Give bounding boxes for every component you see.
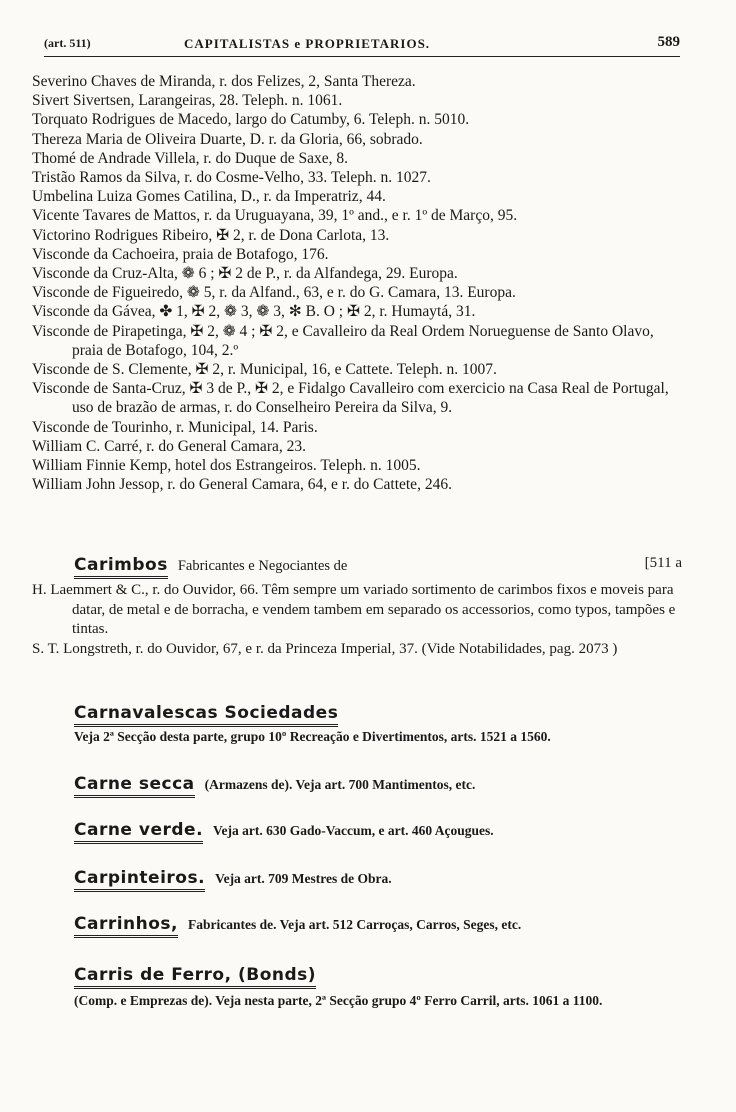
list-item: Thomé de Andrade Villela, r. do Duque de Saxe, 8.	[32, 149, 349, 167]
section-carrinhos	[32, 914, 682, 934]
list-item: Visconde de Pirapetinga, ✠ 2, ❁ 4 ; ✠ 2, e Cavalleiro da Real Ordem Norueguense de Santo Olavo, praia de Botafogo, 104, 2.º	[32, 322, 654, 359]
list-item: Torquato Rodrigues de Macedo, largo do Catumby, 6. Teleph. n. 5010.	[32, 111, 470, 129]
section-title: Carpinteiros.	[32, 868, 205, 888]
section-title: Carris de Ferro, (Bonds)	[32, 965, 316, 985]
page-number: 589	[657, 34, 680, 50]
section-carimbos	[32, 555, 682, 659]
list-item: Visconde de Santa-Cruz, ✠ 3 de P., ✠ 2, e Fidalgo Cavalleiro com exercicio na Casa Real de Portugal, uso de brazão de armas, r. do Conselheiro Pereira da Silva, 9.	[32, 380, 669, 417]
list-item: William C. Carré, r. do General Camara, 23.	[32, 437, 306, 455]
section-carne-secca	[32, 774, 682, 794]
list-item: Visconde de Figueiredo, ❁ 5, r. da Alfand., 63, e r. do G. Camara, 13. Europa.	[32, 284, 516, 302]
list-item: Tristão Ramos da Silva, r. do Cosme-Velho, 33. Teleph. n. 1027.	[32, 169, 431, 187]
section-carpinteiros	[32, 868, 682, 888]
list-item: Sivert Sivertsen, Larangeiras, 28. Teleph. n. 1061.	[32, 92, 343, 110]
list-item: Victorino Rodrigues Ribeiro, ✠ 2, r. de Dona Carlota, 13.	[32, 226, 390, 244]
list-item: Severino Chaves de Miranda, r. dos Felizes, 2, Santa Thereza.	[32, 73, 416, 90]
section-text: Veja 2ª Secção desta parte, grupo 10º Recreação e Divertimentos, arts. 1521 a 1560.	[74, 729, 551, 744]
section-carris	[32, 965, 682, 1009]
list-item: Umbelina Luiza Gomes Catilina, D., r. da Imperatriz, 44.	[32, 188, 386, 206]
section-title: Carrinhos,	[32, 914, 178, 934]
section-text: Veja art. 709 Mestres de Obra.	[215, 871, 392, 886]
section-carnavalescas	[32, 703, 682, 745]
running-title: CAPITALISTAS e PROPRIETARIOS.	[184, 36, 431, 51]
list-item: Visconde da Cruz-Alta, ❁ 6 ; ✠ 2 de P., r. da Alfandega, 29. Europa.	[32, 265, 458, 283]
list-item: William Finnie Kemp, hotel dos Estrangeiros. Teleph. n. 1005.	[32, 457, 421, 475]
section-carne-verde	[32, 820, 682, 840]
section-ref: [511 a	[644, 555, 682, 571]
article-ref: (art. 511)	[44, 36, 91, 50]
list-item: H. Laemmert & C., r. do Ouvidor, 66. Têm sempre um variado sortimento de carimbos fixos e moveis para datar, de metal e de borracha, e vendem tambem em separado os accessorios, como typos, tampões e tintas.	[32, 582, 676, 637]
header-divider	[44, 56, 680, 57]
list-item: Visconde de S. Clemente, ✠ 2, r. Municipal, 16, e Cattete. Teleph. n. 1007.	[32, 361, 497, 379]
list-item: Vicente Tavares de Mattos, r. da Uruguayana, 39, 1º and., e r. 1º de Março, 95.	[32, 207, 518, 225]
capitalist-list	[32, 72, 682, 494]
list-item: Visconde da Gávea, ✤ 1, ✠ 2, ❁ 3, ❁ 3, ✻ B. O ; ✠ 2, r. Humaytá, 31.	[32, 303, 476, 321]
section-title: Carne verde.	[32, 820, 203, 840]
section-text: Fabricantes de. Veja art. 512 Carroças, Carros, Seges, etc.	[188, 917, 522, 932]
section-title: Carnavalescas Sociedades	[32, 703, 338, 723]
list-item: William John Jessop, r. do General Camara, 64, e r. do Cattete, 246.	[32, 476, 452, 494]
section-title: Carne secca	[32, 774, 195, 794]
section-text: (Armazens de). Veja art. 700 Mantimentos, etc.	[204, 777, 476, 792]
list-item: S. T. Longstreth, r. do Ouvidor, 67, e r. da Princeza Imperial, 37. (Vide Notabilidades, pag. 2073 )	[32, 640, 618, 657]
section-title: Carimbos	[32, 555, 168, 575]
list-item: Thereza Maria de Oliveira Duarte, D. r. da Gloria, 66, sobrado.	[32, 130, 423, 148]
section-text: (Comp. e Emprezas de). Veja nesta parte, 2ª Secção grupo 4º Ferro Carril, arts. 1061 a 1100.	[74, 993, 603, 1008]
page-header	[44, 34, 680, 56]
section-subtitle: Fabricantes e Negociantes de	[177, 558, 348, 574]
list-item: Visconde da Cachoeira, praia de Botafogo, 176.	[32, 245, 329, 263]
list-item: Visconde de Tourinho, r. Municipal, 14. Paris.	[32, 418, 318, 436]
section-text: Veja art. 630 Gado-Vaccum, e art. 460 Açougues.	[213, 823, 494, 838]
